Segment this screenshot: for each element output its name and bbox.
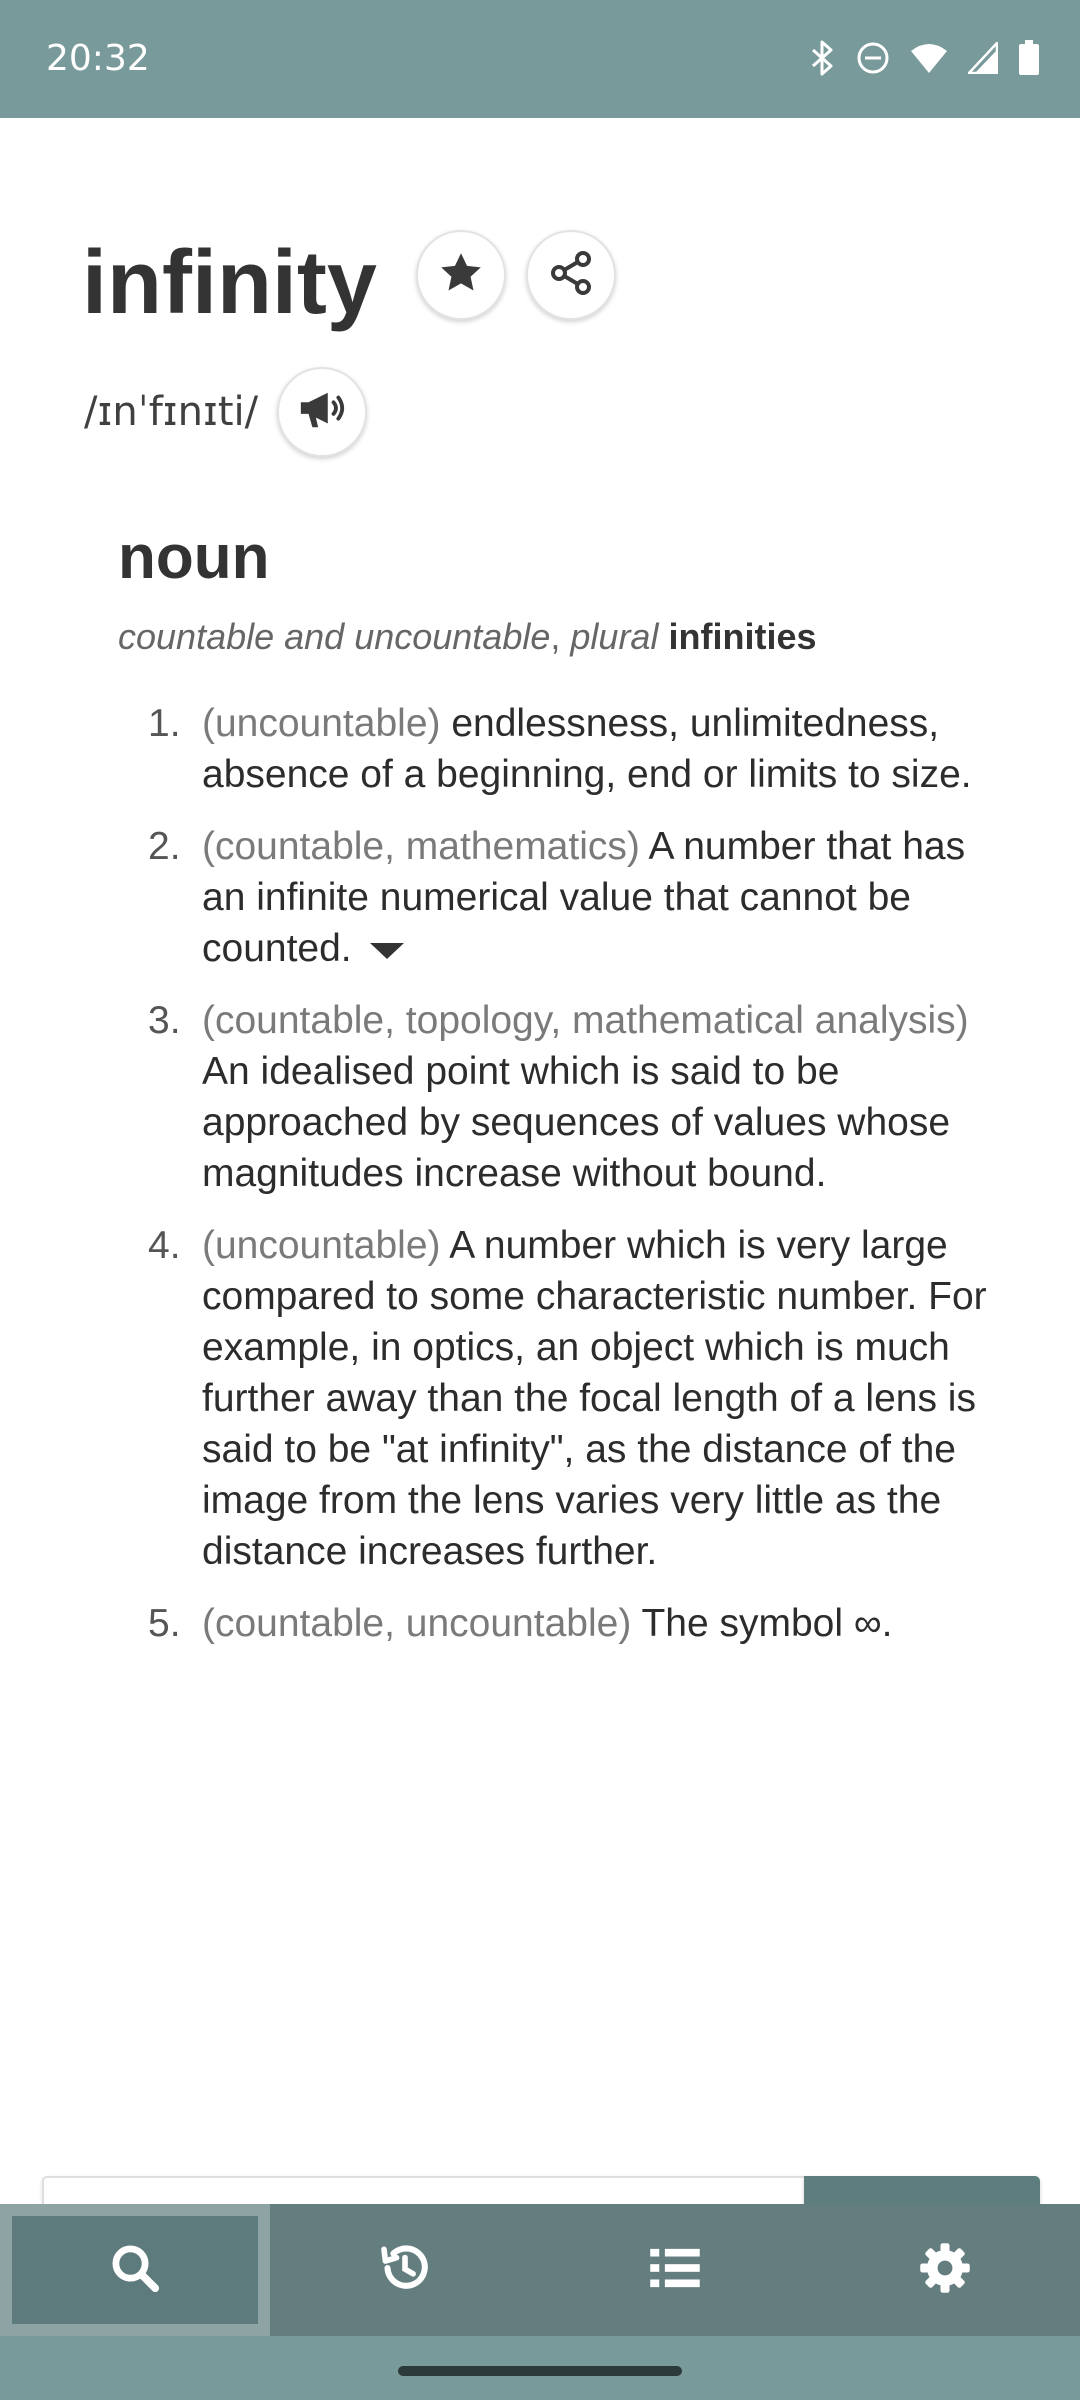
history-icon [377,2240,433,2301]
search-icon [108,2241,162,2300]
share-icon [547,249,595,302]
sense-body [202,1598,992,1649]
star-icon [436,248,486,303]
megaphone-icon [297,388,347,437]
gesture-bar [0,2336,1080,2400]
usage-label: (uncountable) [202,1224,441,1267]
sense-item [148,1220,998,1577]
nav-tab-search[interactable] [0,2204,270,2336]
sense-item [148,821,998,974]
sense-number: 5. [148,1602,181,1645]
sense-number: 4. [148,1224,181,1267]
battery-icon [1018,40,1040,76]
list-icon [648,2244,702,2297]
expand-arrow-icon[interactable] [370,943,404,959]
pronunciation: /ɪnˈfɪnɪti/ [84,389,259,435]
settings-icon [918,2241,972,2300]
plural-label: plural [570,616,659,657]
nav-tab-settings[interactable] [810,2204,1080,2336]
do-not-disturb-icon [856,41,890,75]
share-button[interactable] [526,230,616,320]
sense-number: 3. [148,999,181,1042]
status-bar [0,0,1080,118]
headword: infinity [82,233,377,333]
sense-body [202,995,992,1199]
sense-body [202,1220,992,1577]
usage-label: (countable, uncountable) [202,1602,632,1645]
status-time: 20:32 [46,38,150,79]
bluetooth-icon [810,39,836,77]
sense-list [148,698,998,1670]
bottom-navigation [0,2204,1080,2336]
dictionary-entry [0,118,1080,2204]
nav-tab-history[interactable] [270,2204,540,2336]
plural-form: infinities [668,616,817,657]
definition-text: A number that has an infinite numerical value that cannot be counted. [202,825,966,970]
sense-number: 1. [148,702,181,745]
definition-text: The symbol ∞. [641,1602,893,1645]
grammar-separator: , [550,616,561,657]
sense-body [202,698,992,800]
favorite-button[interactable] [416,230,506,320]
signal-icon [968,42,998,74]
status-icons [810,36,1040,80]
usage-label: (uncountable) [202,702,441,745]
nav-tab-list[interactable] [540,2204,810,2336]
countability-label: countable and uncountable [118,616,551,657]
definition-text: An idealised point which is said to be approached by sequences of values whose magnitudes increase without bound. [202,1050,951,1195]
definition-text: endlessness, unlimitedness, absence of a beginning, end or limits to size. [202,702,972,796]
sense-body [202,821,992,974]
grammar-info [118,612,817,662]
sense-item [148,1598,998,1649]
play-pronunciation-button[interactable] [277,367,367,457]
nav-tab-search-highlight [12,2216,258,2324]
sense-number: 2. [148,825,181,868]
home-indicator[interactable] [398,2366,682,2376]
usage-label: (countable, mathematics) [202,825,640,868]
wifi-icon [910,42,948,74]
sense-item [148,698,998,800]
part-of-speech: noun [118,523,270,592]
definition-text: A number which is very large compared to some characteristic number. For example, in optics, an object which is much further away than the focal length of a lens is said to be "at infinity", as the distance of the image from the lens varies very little as the distance increases further. [202,1224,987,1573]
sense-item [148,995,998,1199]
usage-label: (countable, topology, mathematical analysis) [202,999,969,1042]
